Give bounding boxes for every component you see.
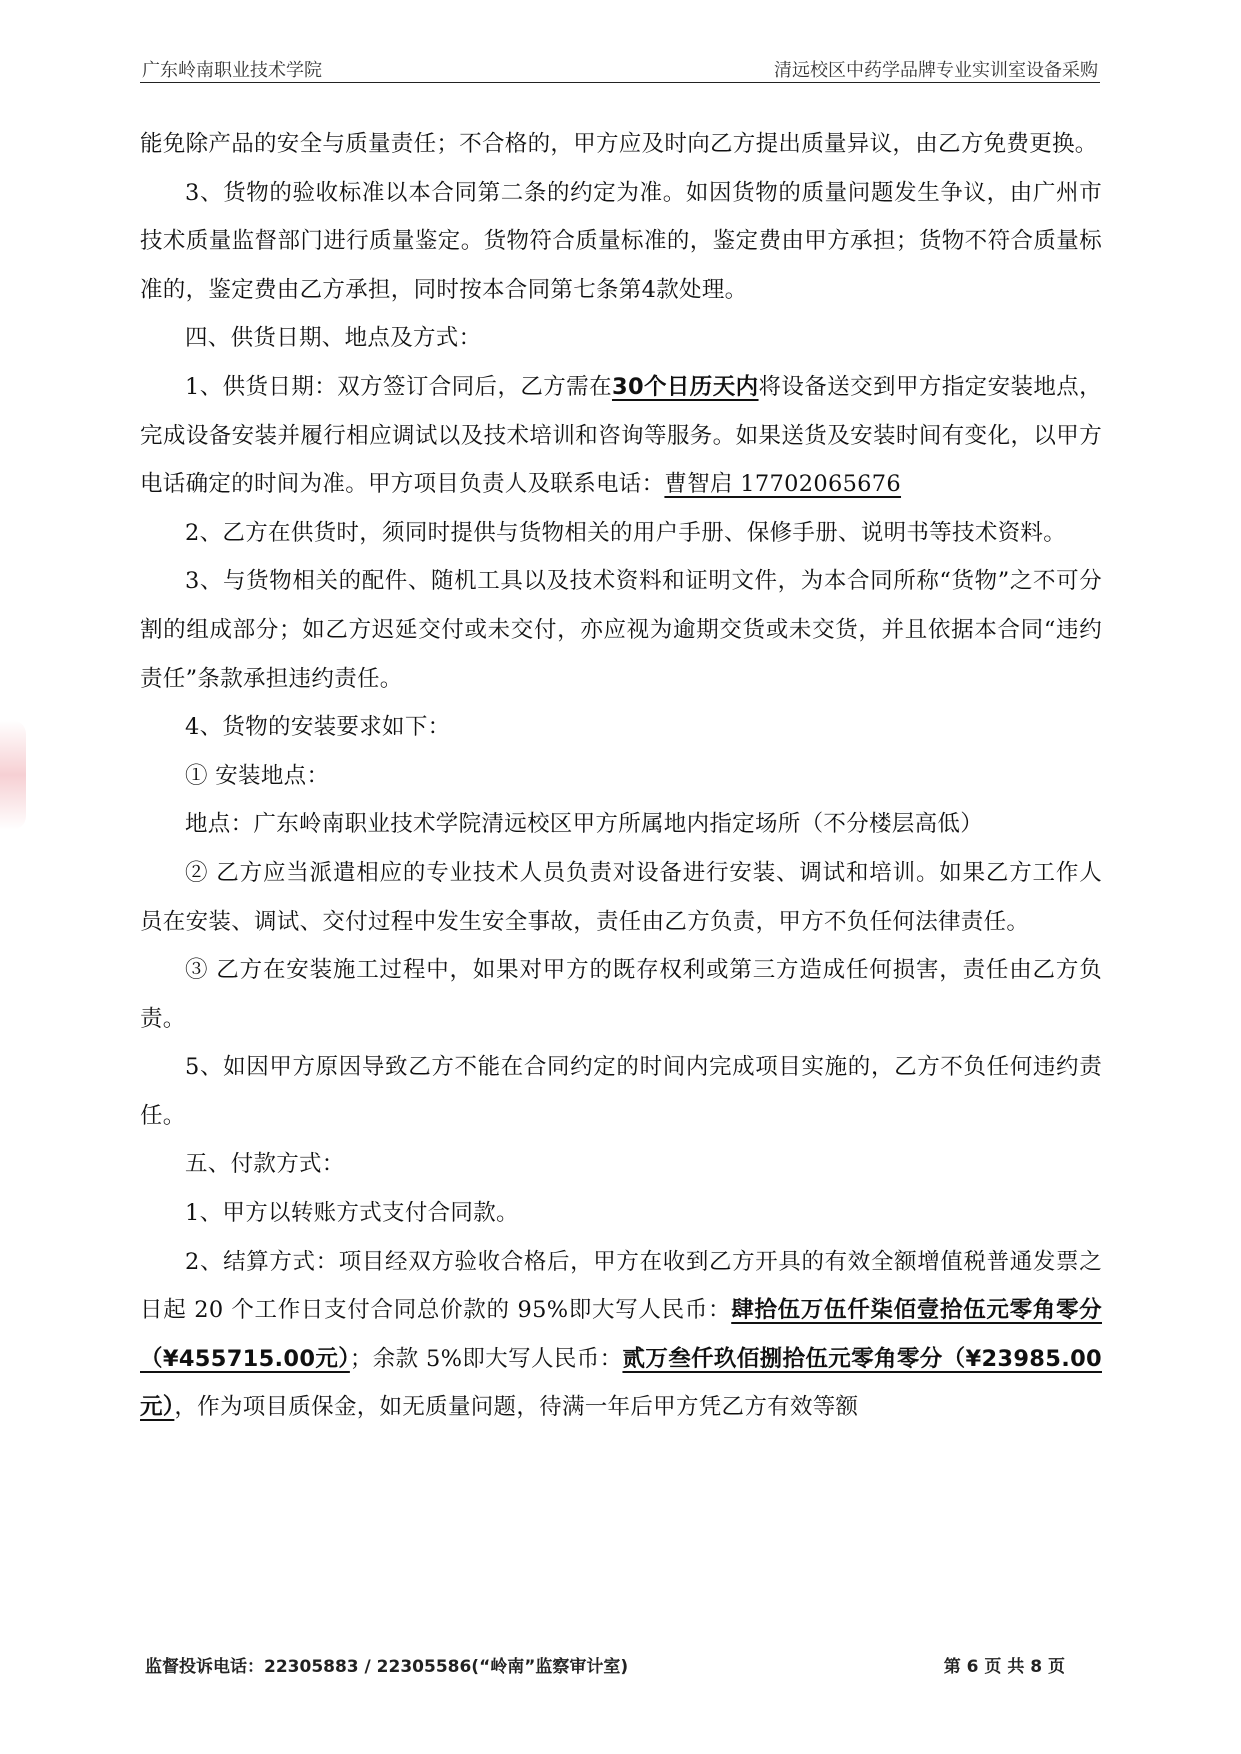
project-contact: 曹智启 17702065676 [664,471,902,498]
paragraph-delivery-date: 1、供货日期：双方签订合同后，乙方需在30个日历天内将设备送交到甲方指定安装地点，完成设备安装并履行相应调试以及技术培训和咨询等服务。如果送货及安装时间有变化，以甲方电话确定的时间为准。甲方项目负责人及联系电话：曹智启 17702065676 [140,373,1102,498]
paragraph-accessories: 3、与货物相关的配件、随机工具以及技术资料和证明文件，为本合同所称“货物”之不可分割的组成部分；如乙方迟延交付或未交付，亦应视为逾期交货或未交货，并且依据本合同“违约责任”条款承担违约责任。 [140,568,1102,692]
paragraph-delay-exemption: 5、如因甲方原因导致乙方不能在合同约定的时间内完成项目实施的，乙方不负任何违约责任。 [140,1054,1102,1129]
paragraph-installation-location: 地点：广东岭南职业技术学院清远校区甲方所属地内指定场所（不分楼层高低） [185,811,984,838]
delivery-days: 30个日历天内 [611,373,759,400]
amount-first-payment: 肆拾伍万伍仟柒佰壹拾伍元零角零分（¥455715.00元） [140,1297,1102,1372]
page-header [140,50,1100,83]
seal-fragment [0,720,26,830]
page-footer [145,1652,1065,1680]
paragraph-installation-location-title: ① 安装地点： [185,762,330,789]
section-heading-payment: 五、付款方式： [185,1151,345,1178]
document-body [140,120,1102,1432]
paragraph-installation-requirements: 4、货物的安装要求如下： [185,714,451,741]
paragraph-damage-liability: ③ 乙方在安装施工过程中，如果对甲方的既存权利或第三方造成任何损害，责任由乙方负责。 [140,957,1102,1032]
section-heading-delivery: 四、供货日期、地点及方式： [185,325,482,352]
paragraph-acceptance-standard: 3、货物的验收标准以本合同第二条的约定为准。如因货物的质量问题发生争议，由广州市技术质量监督部门进行质量鉴定。货物符合质量标准的，鉴定费由甲方承担；货物不符合质量标准的，鉴定费由乙方承担，同时按本合同第七条第4款处理。 [140,179,1102,303]
paragraph-technicians: ② 乙方应当派遣相应的专业技术人员负责对设备进行安装、调试和培训。如果乙方工作人员在安装、调试、交付过程中发生安全事故，责任由乙方负责，甲方不负任何法律责任。 [140,859,1102,935]
footer-page-number: 第 6 页 共 8 页 [943,1657,1065,1677]
header-institution: 广东岭南职业技术学院 [142,60,322,81]
amount-retention: 贰万叁仟玖佰捌拾伍元零角零分（¥23985.00 元） [140,1345,1102,1421]
paragraph-settlement: 2、结算方式：项目经双方验收合格后，甲方在收到乙方开具的有效全额增值税普通发票之日起 20 个工作日支付合同总价款的 95%即大写人民币：肆拾伍万伍仟柒佰壹拾伍元零角零分（¥455715.00元）；余款 5%即大写人民币：贰万叁仟玖佰捌拾伍元零角零分（¥23985.00 元），作为项目质保金，如无质量问题，待满一年后甲方凭乙方有效等额 [140,1248,1102,1421]
footer-complaint-phone: 监督投诉电话：22305883 / 22305586(“岭南”监察审计室) [145,1657,629,1677]
paragraph-quality-continued: 能免除产品的安全与质量责任；不合格的，甲方应及时向乙方提出质量异议，由乙方免费更换。 [140,131,1098,157]
paragraph-documentation: 2、乙方在供货时，须同时提供与货物相关的用户手册、保修手册、说明书等技术资料。 [185,519,1067,546]
header-project-title: 清远校区中药学品牌专业实训室设备采购 [774,60,1098,81]
paragraph-payment-method: 1、甲方以转账方式支付合同款。 [185,1200,519,1227]
